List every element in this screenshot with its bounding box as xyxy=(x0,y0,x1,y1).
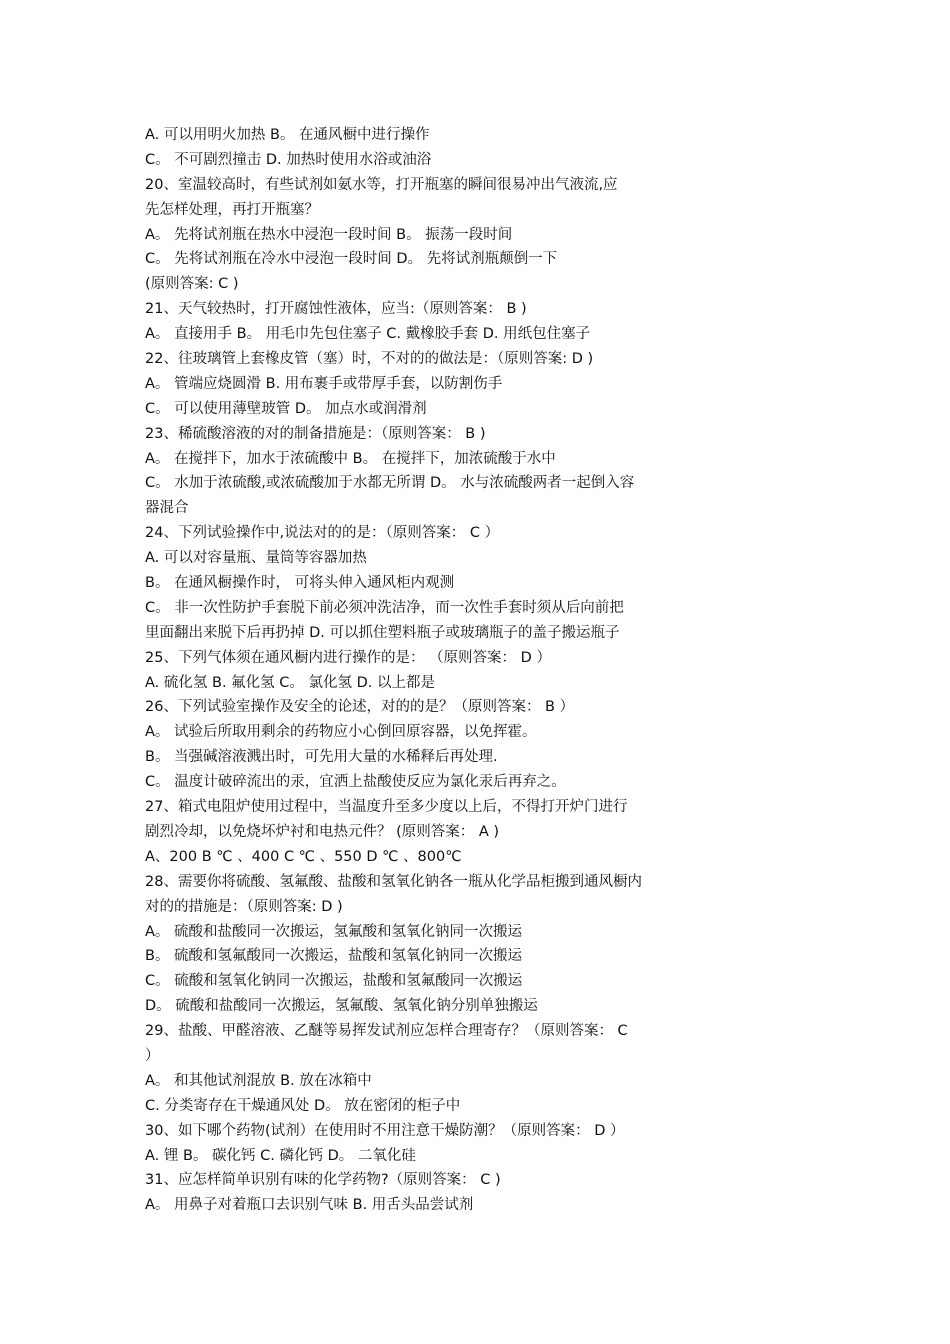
text-line: C。 不可剧烈撞击 D. 加热时使用水浴或油浴 xyxy=(145,151,432,168)
text-line: 21、天气较热时，打开腐蚀性液体，应当:（原则答案： B ) xyxy=(145,301,527,318)
text-line: 30、如下哪个药物(试剂）在使用时不用注意干燥防潮？（原则答案： D ） xyxy=(145,1122,625,1139)
text-line: A。 和其他试剂混放 B. 放在冰箱中 xyxy=(145,1072,372,1089)
text-line: 剧烈冷却，以免烧坏炉衬和电热元件？ (原则答案： A ) xyxy=(145,823,500,840)
text-line: A。 硫酸和盐酸同一次搬运，氢氟酸和氢氧化钠同一次搬运 xyxy=(145,923,523,940)
text-line: A. 锂 B。 碳化钙 C. 磷化钙 D。 二氧化硅 xyxy=(145,1147,416,1164)
text-line: C。 先将试剂瓶在冷水中浸泡一段时间 D。 先将试剂瓶颠倒一下 xyxy=(145,251,558,268)
text-line: 31、应怎样简单识别有味的化学药物?（原则答案： C ) xyxy=(145,1172,501,1189)
text-line: 24、下列试验操作中,说法对的的是：（原则答案： C ） xyxy=(145,525,500,542)
text-line: (原则答案: C ) xyxy=(145,276,239,293)
text-line: C。 非一次性防护手套脱下前必须冲洗洁净，而一次性手套时须从后向前把 xyxy=(145,599,624,616)
text-line: A。 先将试剂瓶在热水中浸泡一段时间 B。 振荡一段时间 xyxy=(145,226,513,243)
text-line: A。 试验后所取用剩余的药物应小心倒回原容器，以免挥霍。 xyxy=(145,724,537,741)
text-line: B。 当强碱溶液溅出时，可先用大量的水稀释后再处理. xyxy=(145,749,498,766)
text-line: 23、稀硫酸溶液的对的制备措施是：（原则答案： B ) xyxy=(145,425,486,442)
text-line: A。 直接用手 B。 用毛巾先包住塞子 C. 戴橡胶手套 D. 用纸包住塞子 xyxy=(145,326,591,343)
text-line: 29、盐酸、甲醛溶液、乙醚等易挥发试剂应怎样合理寄存？（原则答案： C xyxy=(145,1023,628,1040)
text-line: C. 分类寄存在干燥通风处 D。 放在密闭的柜子中 xyxy=(145,1097,461,1114)
text-line: ） xyxy=(145,1047,160,1064)
text-line: A. 可以用明火加热 B。 在通风橱中进行操作 xyxy=(145,127,430,143)
text-line: 20、室温较高时，有些试剂如氨水等，打开瓶塞的瞬间很易冲出气液流,应 xyxy=(145,176,618,193)
document-page xyxy=(145,123,745,1218)
text-line: A。 管端应烧圆滑 B. 用布裹手或带厚手套，以防割伤手 xyxy=(145,375,503,392)
text-line: D。 硫酸和盐酸同一次搬运，氢氟酸、氢氧化钠分别单独搬运 xyxy=(145,998,538,1015)
text-line: A. 硫化氢 B. 氟化氢 C。 氯化氢 D. 以上都是 xyxy=(145,674,435,691)
text-line: 28、需要你将硫酸、氢氟酸、盐酸和氢氧化钠各一瓶从化学品柜搬到通风橱内 xyxy=(145,873,642,890)
text-line: A。 在搅拌下，加水于浓硫酸中 B。 在搅拌下，加浓硫酸于水中 xyxy=(145,450,556,467)
text-line: 对的的措施是：（原则答案: D ) xyxy=(145,898,343,915)
text-line: C。 温度计破碎流出的汞，宜洒上盐酸使反应为氯化汞后再弃之。 xyxy=(145,774,566,791)
text-line: 26、下列试验室操作及安全的论述，对的的是？（原则答案： B ） xyxy=(145,699,575,716)
text-line: C。 硫酸和氢氧化钠同一次搬运，盐酸和氢氟酸同一次搬运 xyxy=(145,973,523,990)
text-line: 先怎样处理，再打开瓶塞？ xyxy=(145,201,319,218)
text-line: B。 硫酸和氢氟酸同一次搬运，盐酸和氢氧化钠同一次搬运 xyxy=(145,948,523,965)
text-line: 25、下列气体须在通风橱内进行操作的是： （原则答案： D ） xyxy=(145,649,551,666)
text-line: A。 用鼻子对着瓶口去识别气味 B. 用舌头品尝试剂 xyxy=(145,1197,474,1214)
text-line: A. 可以对容量瓶、量筒等容器加热 xyxy=(145,550,367,567)
text-line: A、200 B ℃ 、400 C ℃ 、550 D ℃ 、800℃ xyxy=(145,848,462,865)
text-line: 里面翻出来脱下后再扔掉 D. 可以抓住塑料瓶子或玻璃瓶子的盖子搬运瓶子 xyxy=(145,624,620,641)
text-line: C。 可以使用薄壁玻管 D。 加点水或润滑剂 xyxy=(145,400,427,417)
text-line: 22、往玻璃管上套橡皮管（塞）时，不对的的做法是：（原则答案: D ) xyxy=(145,351,594,368)
text-line: B。 在通风橱操作时， 可将头伸入通风柜内观测 xyxy=(145,575,455,592)
text-line: 器混合 xyxy=(145,500,189,517)
text-line: C。 水加于浓硫酸,或浓硫酸加于水都无所谓 D。 水与浓硫酸两者一起倒入容 xyxy=(145,475,635,492)
text-line: 27、箱式电阻炉使用过程中，当温度升至多少度以上后，不得打开炉门进行 xyxy=(145,799,628,816)
